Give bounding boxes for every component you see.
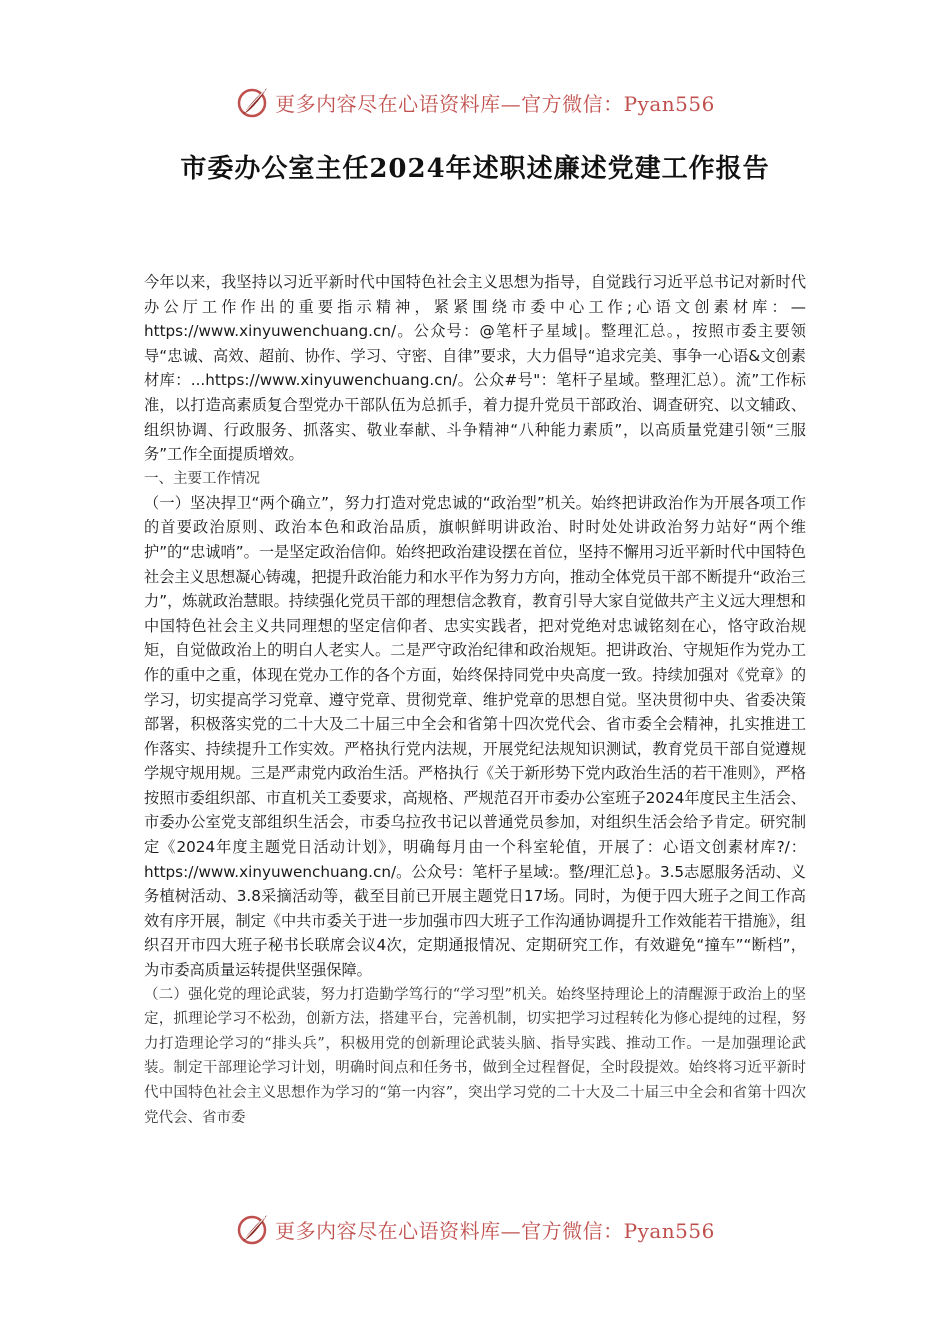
watermark-banner-top bbox=[0, 82, 950, 122]
document-body bbox=[144, 270, 806, 1130]
intro-paragraph: 今年以来，我坚持以习近平新时代中国特色社会主义思想为指导，自觉践行习近平总书记对新时代办公厅工作作出的重要指示精神，紧紧围绕市委中心工作;心语文创素材库：—https://www.xinyuwenchuang.cn/。公众号：@笔杆子星域|。整理汇总。，按照市委主要领导“忠诚、高效、超前、协作、学习、守密、自律”要求，大力倡导“追求完美、事争一心语&文创素材库：...https://www.xinyuwenchuang.cn/。公众#号"：笔杆子星域。整理汇总）。流”工作标准，以打造高素质复合型党办干部队伍为总抓手，着力提升党员干部政治、调查研究、以文辅政、组织协调、行政服务、抓落实、敬业奉献、斗争精神“八种能力素质”，以高质量党建引领“三服务”工作全面提质增效。 bbox=[144, 273, 806, 464]
page-title: 市委办公室主任2024年述职述廉述党建工作报告 bbox=[180, 154, 770, 184]
feather-pen-logo-icon bbox=[235, 1211, 271, 1247]
watermark-text: 更多内容尽在心语资料库—官方微信：Pyan556 bbox=[275, 1218, 715, 1243]
watermark-text: 更多内容尽在心语资料库—官方微信：Pyan556 bbox=[275, 91, 715, 116]
section-heading: 一、主要工作情况 bbox=[144, 470, 260, 487]
watermark-banner-bottom bbox=[0, 1209, 950, 1249]
feather-pen-logo-icon bbox=[235, 84, 271, 120]
subsection-1-paragraph: （一）坚决捍卫“两个确立”，努力打造对党忠诚的“政治型”机关。始终把讲政治作为开展各项工作的首要政治原则、政治本色和政治品质，旗帜鲜明讲政治、时时处处讲政治努力站好“两个维护”的“忠诚哨”。一是坚定政治信仰。始终把政治建设摆在首位，坚持不懈用习近平新时代中国特色社会主义思想凝心铸魂，把提升政治能力和水平作为努力方向，推动全体党员干部不断提升“政治三力”，炼就政治慧眼。持续强化党员干部的理想信念教育，教育引导大家自觉做共产主义远大理想和中国特色社会主义共同理想的坚定信仰者、忠实实践者，把对党绝对忠诚铭刻在心，恪守政治规矩，自觉做政治上的明白人老实人。二是严守政治纪律和政治规矩。把讲政治、守规矩作为党办工作的重中之重，体现在党办工作的各个方面，始终保持同党中央高度一致。持续加强对《党章》的学习，切实提高学习党章、遵守党章、贯彻党章、维护党章的思想自觉。坚决贯彻中央、省委决策部署，积极落实党的二十大及二十届三中全会和省第十四次党代会、省市委全会精神，扎实推进工作落实、持续提升工作实效。严格执行党内法规，开展党纪法规知识测试，教育党员干部自觉遵规学规守规用规。三是严肃党内政治生活。严格执行《关于新形势下党内政治生活的若干准则》，严格按照市委组织部、市直机关工委要求，高规格、严规范召开市委办公室班子2024年度民主生活会、市委办公室党支部组织生活会，市委乌拉孜书记以普通党员参加，对组织生活会给予肯定。研究制定《2024年度主题党日活动计划》，明确每月由一个科室轮值，开展了：心语文创素材库?/：https://www.xinyuwenchuang.cn/。公众号：笔杆子星域:。整/理汇总}。3.5志愿服务活动、义务植树活动、3.8采摘活动等，截至目前已开展主题党日17场。同时，为便于四大班子之间工作高效有序开展，制定《中共市委关于进一步加强市四大班子工作沟通协调提升工作效能若干措施》，组织召开市四大班子秘书长联席会议4次，定期通报情况、定期研究工作，有效避免“撞车”“断档”，为市委高质量运转提供坚强保障。 bbox=[144, 493, 806, 980]
subsection-2-paragraph: （二）强化党的理论武装，努力打造勤学笃行的“学习型”机关。始终坚持理论上的清醒源于政治上的坚定，抓理论学习不松劲，创新方法，搭建平台，完善机制，切实把学习过程转化为修心提纯的过程，努力打造理论学习的“排头兵”，积极用党的创新理论武装头脑、指导实践、推动工作。一是加强理论武装。制定干部理论学习计划，明确时间点和任务书，做到全过程督促，全时段提效。始终将习近平新时代中国特色社会主义思想作为学习的“第一内容”，突出学习党的二十大及二十届三中全会和省第十四次党代会、省市委 bbox=[144, 986, 806, 1126]
